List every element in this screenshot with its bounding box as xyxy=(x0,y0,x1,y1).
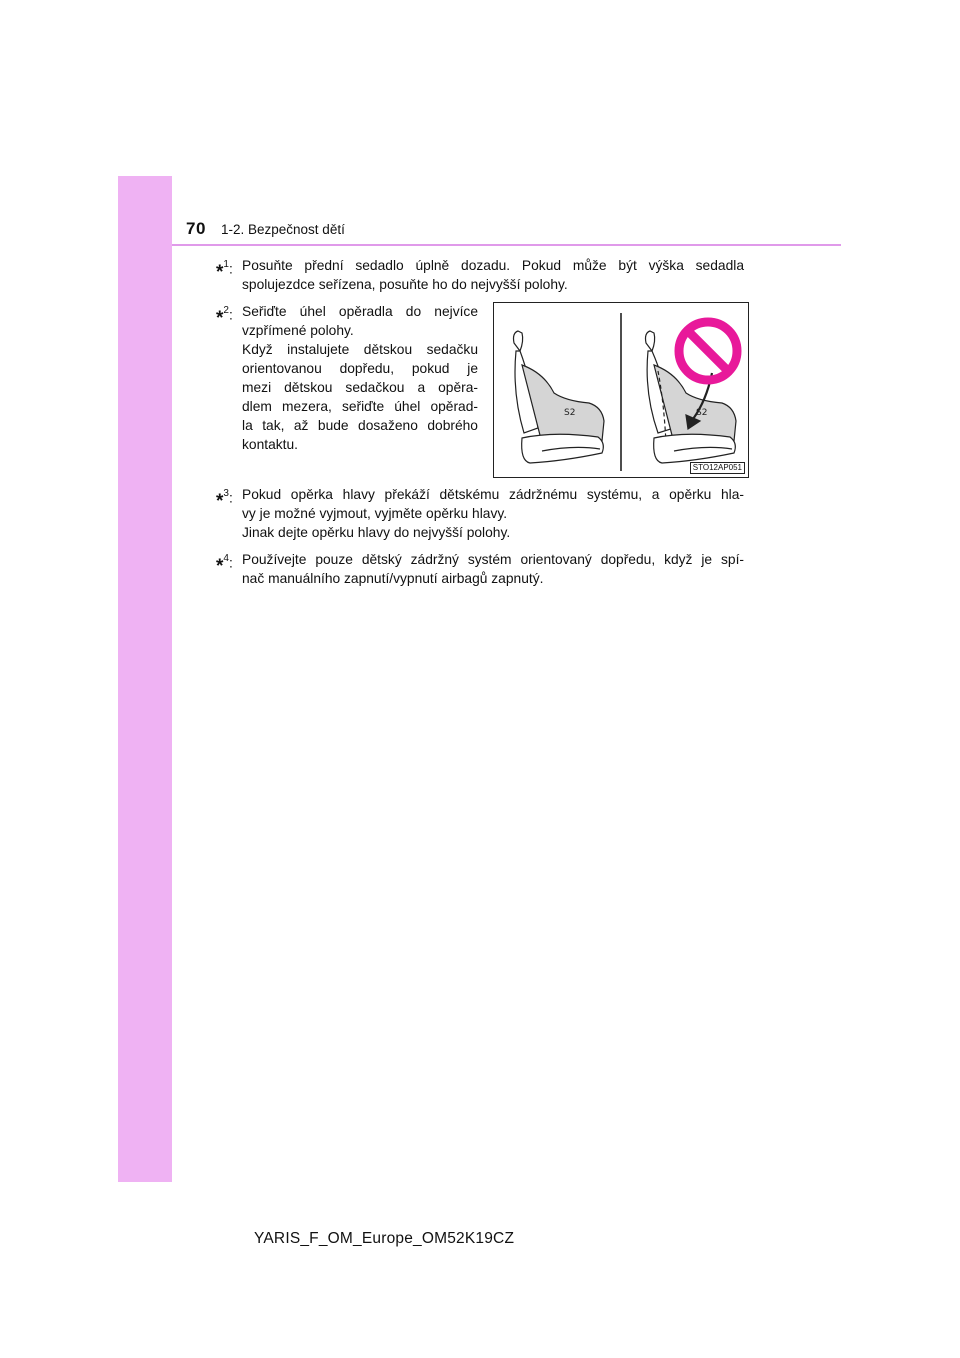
svg-text:S2: S2 xyxy=(564,408,576,418)
note-2-line: vzpřímené polohy. xyxy=(242,323,354,338)
prohibited-icon xyxy=(679,322,737,380)
header-divider xyxy=(172,244,841,246)
note-4-line: Používejte pouze dětský zádržný systém orientovaný dopředu, když je spí- xyxy=(242,552,744,567)
note-1-line: Posuňte přední sedadlo úplně dozadu. Pokud může být výška sedadla xyxy=(242,258,744,273)
svg-text:S2: S2 xyxy=(696,408,708,418)
note-3-line: vy je možné vyjmout, vyjměte opěrku hlavy. xyxy=(242,506,508,521)
note-2-marker: *$^2$: xyxy=(216,305,233,329)
note-2-line: mezi dětskou sedačkou a opěra- xyxy=(242,380,478,395)
note-2 xyxy=(216,302,478,454)
figure-code: STO12AP051 xyxy=(690,462,745,474)
note-2-line: Seřiďte úhel opěradla do nejvíce xyxy=(242,304,478,319)
document-footer: YARIS_F_OM_Europe_OM52K19CZ xyxy=(254,1230,515,1247)
section-title: 1-2. Bezpečnost dětí xyxy=(221,222,345,237)
page-number: 70 xyxy=(186,219,206,238)
note-4-marker: *$^4$: xyxy=(216,553,233,577)
chapter-side-tab xyxy=(118,176,172,1182)
note-3 xyxy=(216,485,744,542)
note-2-line: orientovanou dopředu, pokud je xyxy=(242,361,478,376)
note-2-line: la tak, až bude dosaženo dobrého xyxy=(242,418,478,433)
seat-incorrect-icon xyxy=(646,331,737,463)
note-2-line: dlem mezera, seřiďte úhel opěrad- xyxy=(242,399,478,414)
note-1 xyxy=(216,256,744,294)
note-3-line: Jinak dejte opěrku hlavy do nejvyšší polohy. xyxy=(242,525,511,540)
note-1-line: spolujezdce seřízena, posuňte ho do nejvyšší polohy. xyxy=(242,277,568,292)
seat-illustration xyxy=(493,302,749,478)
note-4-line: nač manuálního zapnutí/vypnutí airbagů zapnutý. xyxy=(242,571,544,586)
note-2-line: Když instalujete dětskou sedačku xyxy=(242,342,478,357)
note-4 xyxy=(216,550,744,588)
seat-correct-icon xyxy=(514,331,605,463)
seat-comparison-drawing xyxy=(494,303,748,477)
note-2-line: kontaktu. xyxy=(242,437,298,452)
note-3-line: Pokud opěrka hlavy překáží dětskému zádržnému systému, a opěrku hla- xyxy=(242,487,744,502)
note-3-marker: *$^3$: xyxy=(216,488,233,512)
note-1-marker: *$^1$: xyxy=(216,259,233,283)
